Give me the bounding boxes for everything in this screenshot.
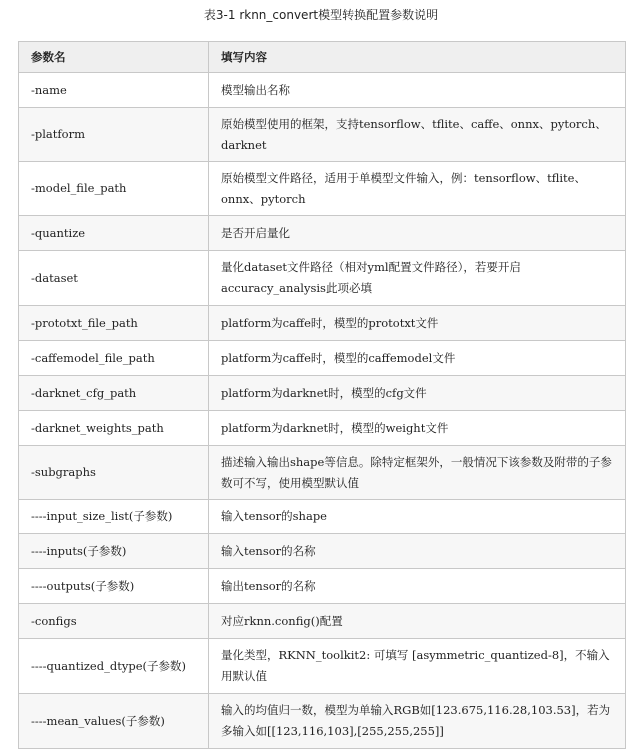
- param-name-cell: -name: [19, 73, 209, 108]
- param-name-cell: ----quantized_dtype(子参数): [19, 639, 209, 694]
- header-param-name: 参数名: [19, 42, 209, 73]
- param-desc-cell: 原始模型文件路径，适用于单模型文件输入，例：tensorflow、tflite、onnx、pytorch: [209, 162, 626, 216]
- param-name-cell: -prototxt_file_path: [19, 306, 209, 341]
- table-row: [19, 604, 626, 639]
- param-name-cell: -darknet_cfg_path: [19, 376, 209, 411]
- table-row: [19, 694, 626, 749]
- table-row: [19, 500, 626, 534]
- table-row: [19, 411, 626, 446]
- table-header-row: [19, 42, 626, 73]
- table-row: [19, 73, 626, 108]
- param-desc-cell: platform为darknet时，模型的weight文件: [209, 411, 626, 446]
- param-desc-cell: 是否开启量化: [209, 216, 626, 251]
- param-name-cell: ----input_size_list(子参数): [19, 500, 209, 534]
- param-name-cell: -configs: [19, 604, 209, 639]
- param-desc-cell: 输入的均值归一数，模型为单输入RGB如[123.675,116.28,103.53]，若为多输入如[[123,116,103],[255,255,255]]: [209, 694, 626, 749]
- param-name-cell: -subgraphs: [19, 446, 209, 500]
- param-desc-cell: 输入tensor的名称: [209, 534, 626, 569]
- table-row: [19, 376, 626, 411]
- param-desc-cell: platform为caffe时，模型的prototxt文件: [209, 306, 626, 341]
- param-name-cell: ----inputs(子参数): [19, 534, 209, 569]
- param-desc-cell: 量化dataset文件路径（相对yml配置文件路径），若要开启accuracy_analysis此项必填: [209, 251, 626, 306]
- table-row: [19, 162, 626, 216]
- header-fill-content: 填写内容: [209, 42, 626, 73]
- param-desc-cell: 输出tensor的名称: [209, 569, 626, 604]
- table-row: [19, 306, 626, 341]
- param-name-cell: ----mean_values(子参数): [19, 694, 209, 749]
- param-desc-cell: 输入tensor的shape: [209, 500, 626, 534]
- table-row: [19, 251, 626, 306]
- param-name-cell: -caffemodel_file_path: [19, 341, 209, 376]
- table-row: [19, 534, 626, 569]
- table-caption: 表3-1 rknn_convert模型转换配置参数说明: [203, 8, 439, 22]
- param-desc-cell: platform为caffe时，模型的caffemodel文件: [209, 341, 626, 376]
- param-desc-cell: 对应rknn.config()配置: [209, 604, 626, 639]
- table-row: [19, 446, 626, 500]
- param-desc-cell: 原始模型使用的框架，支持tensorflow、tflite、caffe、onnx、pytorch、darknet: [209, 108, 626, 162]
- param-name-cell: -darknet_weights_path: [19, 411, 209, 446]
- param-name-cell: ----outputs(子参数): [19, 569, 209, 604]
- table-row: [19, 216, 626, 251]
- table-row: [19, 639, 626, 694]
- table-row: [19, 108, 626, 162]
- param-desc-cell: 量化类型，RKNN_toolkit2: 可填写 [asymmetric_quantized-8]，不输入用默认值: [209, 639, 626, 694]
- table-row: [19, 341, 626, 376]
- table-row: [19, 569, 626, 604]
- param-desc-cell: 描述输入输出shape等信息。除特定框架外，一般情况下该参数及附带的子参数可不写，使用模型默认值: [209, 446, 626, 500]
- param-desc-cell: platform为darknet时，模型的cfg文件: [209, 376, 626, 411]
- parameter-table: [18, 41, 626, 749]
- param-desc-cell: 模型输出名称: [209, 73, 626, 108]
- param-name-cell: -quantize: [19, 216, 209, 251]
- param-name-cell: -model_file_path: [19, 162, 209, 216]
- param-name-cell: -platform: [19, 108, 209, 162]
- param-name-cell: -dataset: [19, 251, 209, 306]
